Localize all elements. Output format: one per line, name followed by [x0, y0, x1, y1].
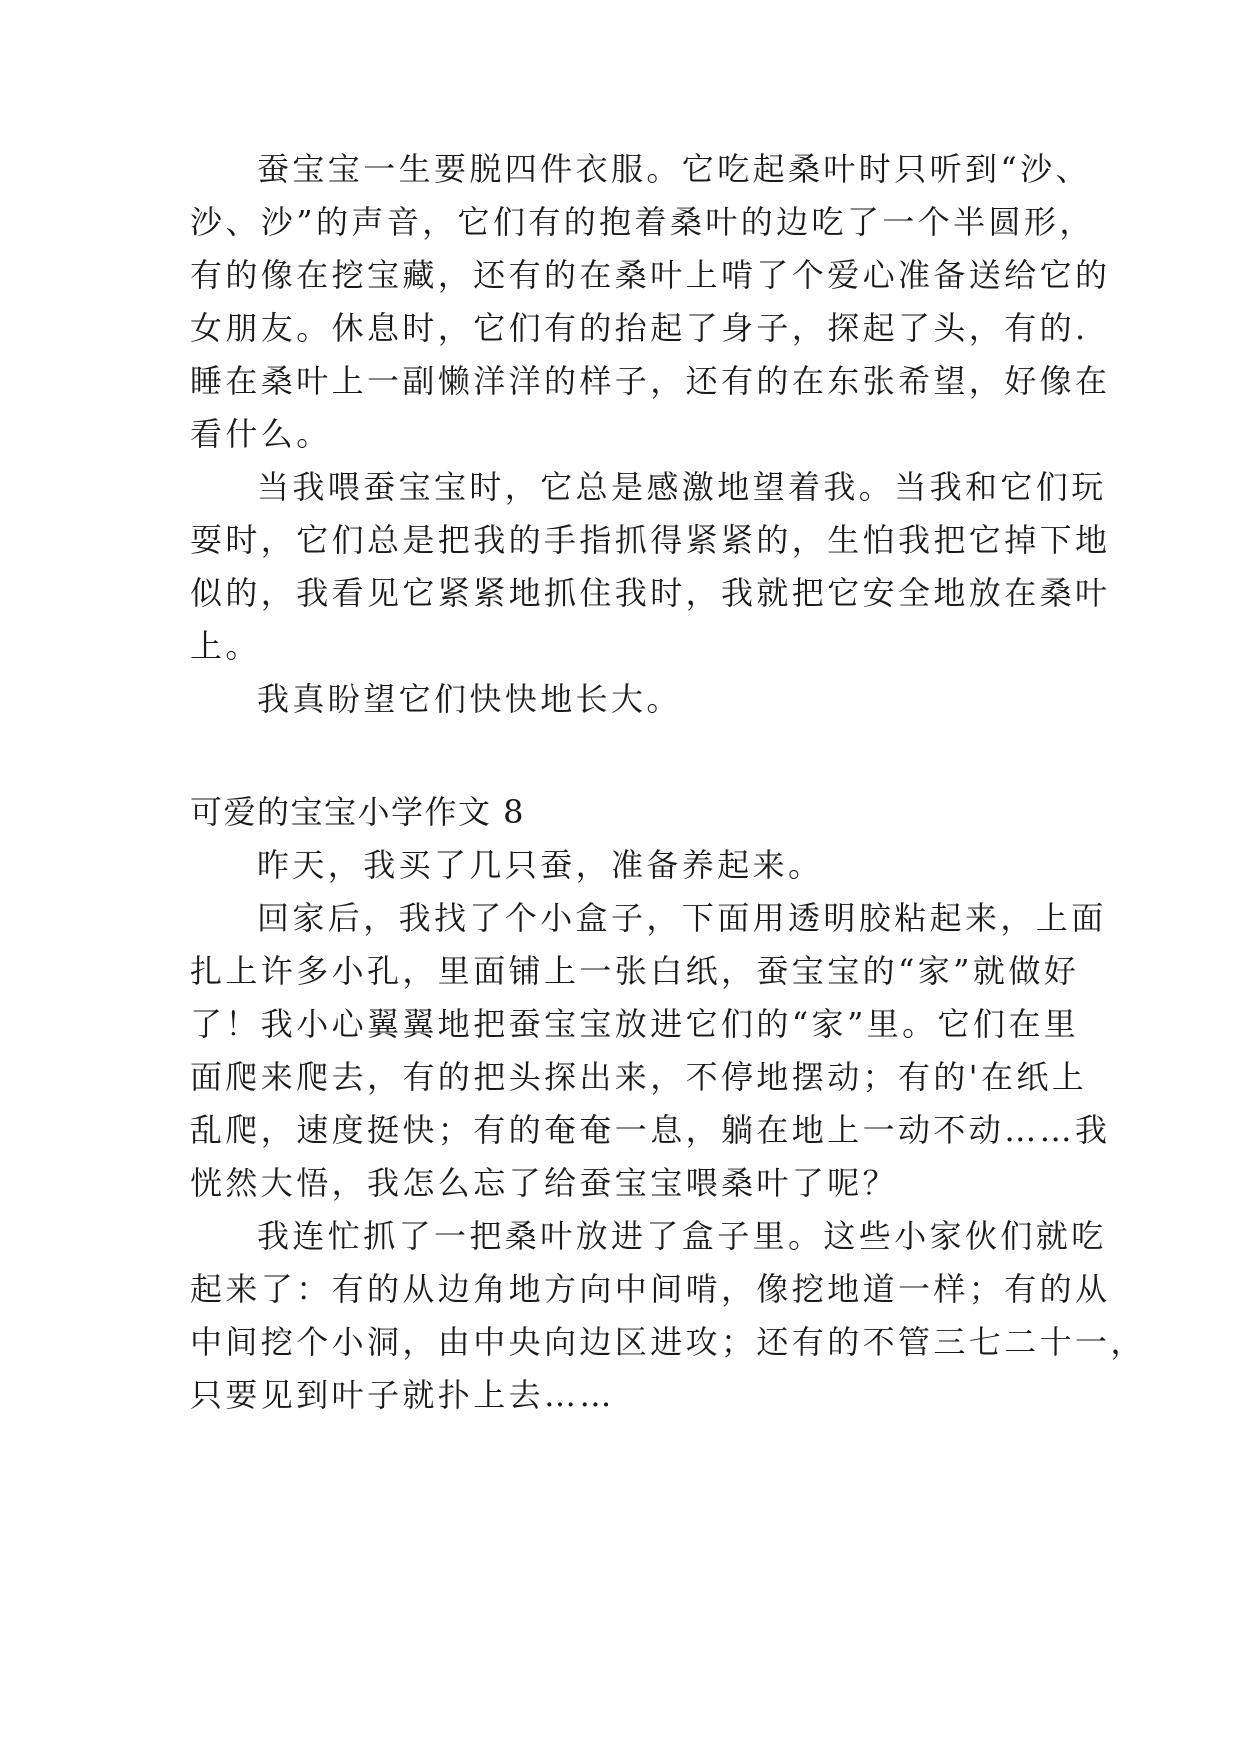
text-line: 有的像在挖宝藏，还有的在桑叶上啃了个爱心准备送给它的: [190, 256, 1111, 294]
text-line: 女朋友。休息时，它们有的抬起了身子，探起了头，有的.: [190, 309, 1089, 347]
text-line: 我真盼望它们快快地长大。: [257, 680, 682, 718]
text-line: 当我喂蚕宝宝时，它总是感激地望着我。当我和它们玩: [257, 468, 1107, 506]
text-line: 中间挖个小洞，由中央向边区进攻；还有的不管三七二十一，: [190, 1323, 1146, 1361]
text-line: 耍时，它们总是把我的手指抓得紧紧的，生怕我把它掉下地: [190, 521, 1111, 559]
text-line: 蚕宝宝一生要脱四件衣服。它吃起桑叶时只听到“沙、: [257, 150, 1091, 188]
text-line: 似的，我看见它紧紧地抓住我时，我就把它安全地放在桑叶: [190, 574, 1111, 612]
text-line: 看什么。: [190, 415, 332, 453]
text-line: 上。: [190, 627, 261, 665]
text-line: 扎上许多小孔，里面铺上一张白纸，蚕宝宝的“家”就做好: [190, 952, 1080, 990]
text-line: 起来了：有的从边角地方向中间啃，像挖地道一样；有的从: [190, 1270, 1111, 1308]
text-line: 恍然大悟，我怎么忘了给蚕宝宝喂桑叶了呢？: [190, 1164, 899, 1202]
text-line: 睡在桑叶上一副懒洋洋的样子，还有的在东张希望，好像在: [190, 362, 1111, 400]
text-line: 面爬来爬去，有的把头探出来，不停地摆动；有的'在纸上: [190, 1058, 1088, 1096]
section-title: 可爱的宝宝小学作文 8: [190, 793, 526, 831]
text-line: 回家后，我找了个小盒子，下面用透明胶粘起来，上面: [257, 899, 1107, 937]
text-line: 乱爬，速度挺快；有的奄奄一息，躺在地上一动不动……我: [190, 1111, 1111, 1149]
text-line: 昨天，我买了几只蚕，准备养起来。: [257, 846, 824, 884]
text-line: 我连忙抓了一把桑叶放进了盒子里。这些小家伙们就吃: [257, 1217, 1107, 1255]
text-line: 沙、沙”的声音，它们有的抱着桑叶的边吃了一个半圆形，: [190, 203, 1095, 241]
text-line: 了！我小心翼翼地把蚕宝宝放进它们的“家”里。它们在里: [190, 1005, 1080, 1043]
text-line: 只要见到叶子就扑上去……: [190, 1376, 615, 1414]
